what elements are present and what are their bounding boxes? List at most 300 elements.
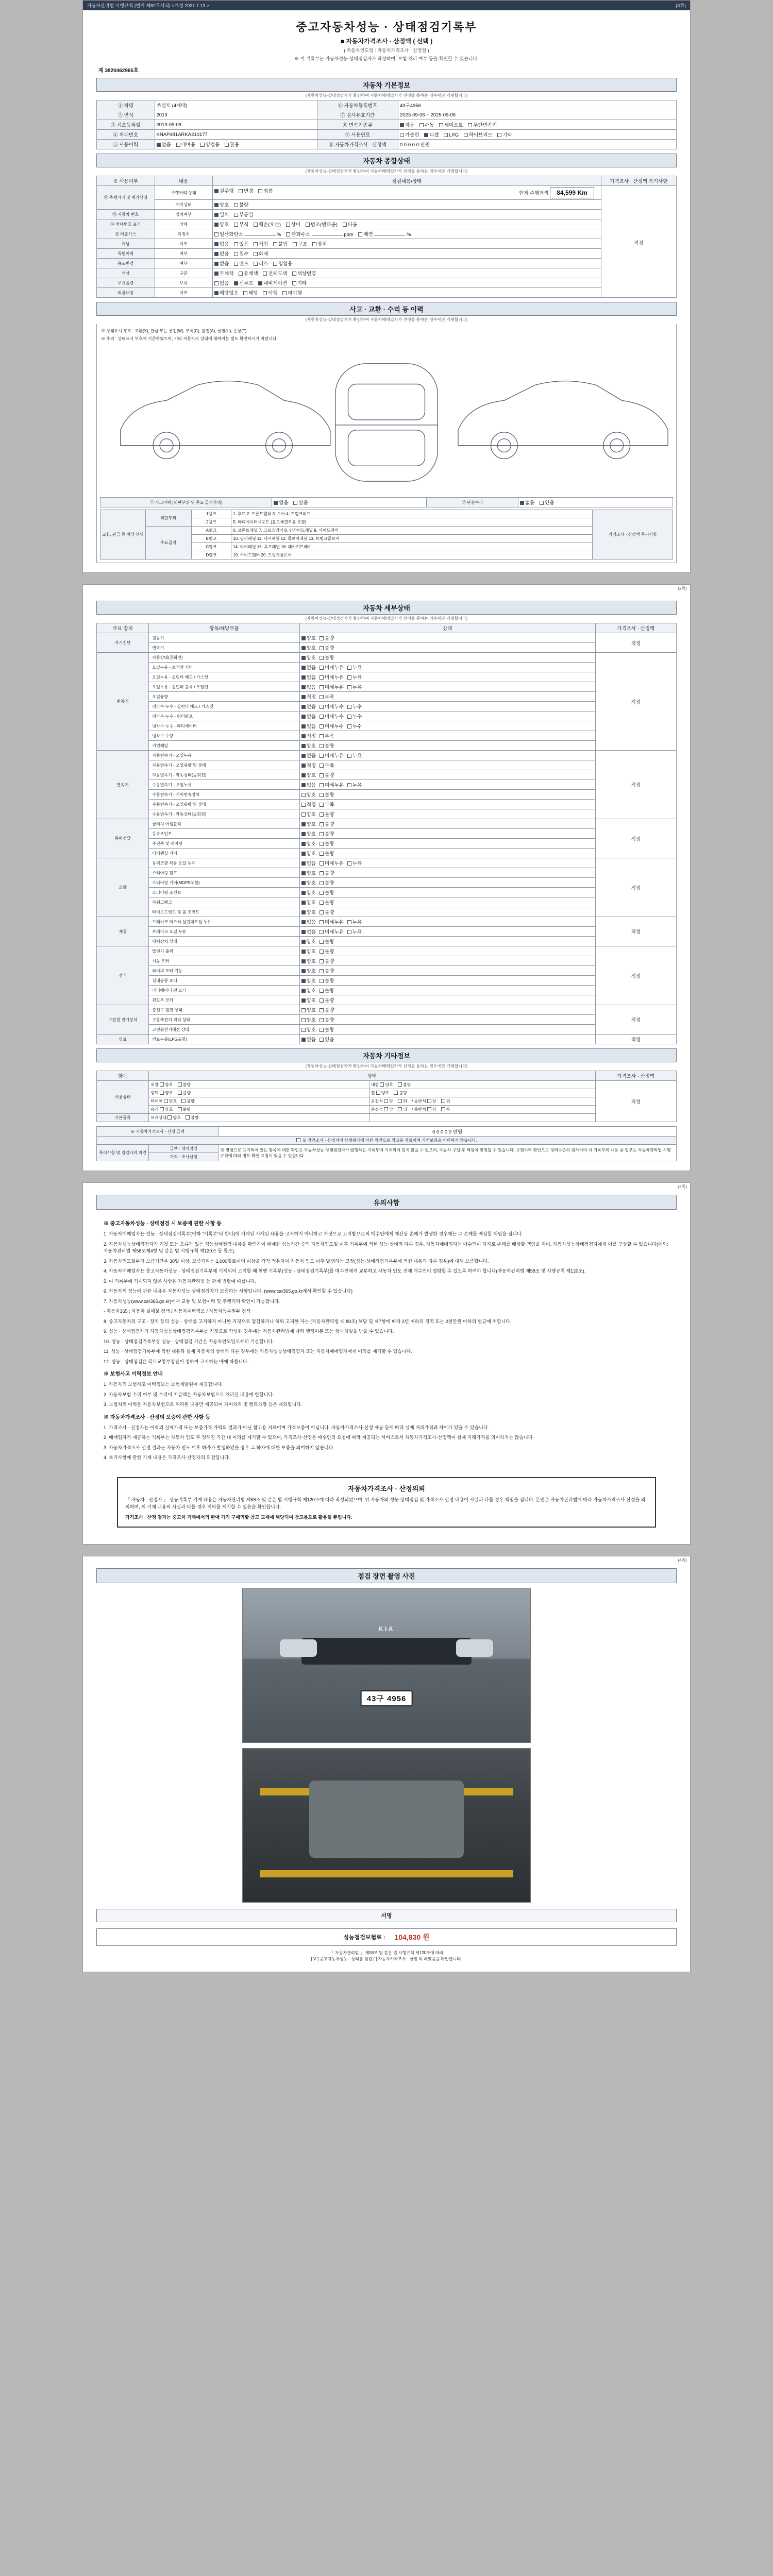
checkbox-양호[interactable]: 양호 bbox=[301, 654, 316, 661]
checkbox-없음[interactable]: 없음 bbox=[301, 752, 316, 759]
checkbox-accident-none[interactable]: 없음 bbox=[274, 499, 288, 506]
detail-item-label: 브레이크 마스터 실린더오일 누유 bbox=[149, 917, 300, 927]
checkbox-fuel-diesel[interactable]: 디젤 bbox=[424, 131, 439, 138]
row-basic-items: 보유상태 양호 불량 bbox=[149, 1114, 369, 1122]
checkbox-미세누유[interactable]: 미세누유 bbox=[320, 918, 344, 925]
checkbox-양호[interactable]: 양호 bbox=[301, 908, 316, 916]
checkbox-없음[interactable]: 없음 bbox=[301, 928, 316, 935]
checkbox-wheel-good[interactable]: 양호 bbox=[376, 1090, 389, 1096]
detail-row bbox=[97, 858, 677, 868]
checkbox-color-achromatic[interactable]: 무채색 bbox=[214, 269, 234, 277]
checkbox-불량[interactable]: 불량 bbox=[320, 820, 334, 827]
checkbox-color-full-repaint[interactable]: 전체도색 bbox=[263, 269, 287, 277]
value-use-change bbox=[213, 259, 601, 268]
checkbox-불량[interactable]: 불량 bbox=[320, 634, 334, 641]
detail-item-options bbox=[299, 643, 595, 653]
detail-item-label: 구동축전지 격리 상태 bbox=[149, 1015, 300, 1025]
checkbox-양호[interactable]: 양호 bbox=[301, 840, 316, 847]
checkbox-tuning-none[interactable]: 없음 bbox=[214, 240, 229, 247]
detail-row bbox=[97, 819, 677, 829]
checkbox-누유[interactable]: 누유 bbox=[347, 859, 362, 867]
checkbox-부족[interactable]: 부족 bbox=[320, 761, 334, 769]
checkbox-vin-good[interactable]: 양호 bbox=[214, 221, 229, 228]
checkbox-interior-good[interactable]: 양호 bbox=[380, 1082, 393, 1088]
checkbox-glass-f[interactable]: 앞 bbox=[384, 1107, 393, 1112]
detail-row bbox=[97, 702, 677, 711]
checkbox-use-none[interactable]: 없음 bbox=[157, 141, 171, 148]
checkbox-미세누유[interactable]: 미세누유 bbox=[320, 683, 344, 690]
rank-c-items: 14. 리어패널 15. 루프패널 16. 패키지트레이 bbox=[231, 543, 593, 551]
page-4 bbox=[82, 1556, 691, 1972]
checkbox-불량[interactable]: 불량 bbox=[320, 840, 334, 847]
section-other-title: 자동차 기타정보 bbox=[96, 1048, 677, 1062]
checkbox-glass-l[interactable]: 좌 bbox=[427, 1107, 436, 1112]
label-mileage-group: ⑫ 주행거리 및 계기상태 bbox=[97, 186, 155, 210]
checkbox-누유[interactable]: 누유 bbox=[347, 683, 362, 690]
declaration-text: 「 자동차 · 산정자 」 성능기록부 기재 내용은 자동차관리법 제58조 및 같은 법 시행규칙 제120조에 따라 작성되었으며, 위 자동차의 성능·상태점검 및 가격조사·산정 내용이 사실과 다를 경우 책임을 집니다. 본인은 자동차관리법에 따라 자동차가격조사·산정을 의뢰하며, 위 기재 내용의 사실과 다를 경우 이의를 제기할 수 있음을 확인합니다. bbox=[125, 1497, 646, 1510]
checkbox-price-disclaimer[interactable] bbox=[296, 1138, 300, 1142]
label-recall: 리콜대상 bbox=[97, 288, 155, 298]
checkbox-exterior-good[interactable]: 양호 bbox=[160, 1082, 173, 1088]
checkbox-trans-cvt[interactable]: 무단변속기 bbox=[468, 121, 497, 128]
checkbox-trans-semi[interactable]: 세미오토 bbox=[439, 121, 463, 128]
photo-underbody-view bbox=[242, 1748, 531, 1903]
detail-item-options bbox=[299, 907, 595, 917]
checkbox-없음[interactable]: 없음 bbox=[301, 664, 316, 671]
inspection-fee-value: 104,830 원 bbox=[394, 1933, 430, 1941]
checkbox-불량[interactable]: 불량 bbox=[320, 771, 334, 778]
checkbox-option-none[interactable]: 없음 bbox=[214, 279, 229, 286]
checkbox-불량[interactable]: 불량 bbox=[320, 987, 334, 994]
detail-item-options bbox=[299, 721, 595, 731]
detail-item-options bbox=[299, 888, 595, 897]
checkbox-양호[interactable]: 양호 bbox=[301, 996, 316, 1004]
checkbox-fuel-gasoline[interactable]: 가솔린 bbox=[400, 131, 419, 138]
checkbox-basic-bad[interactable]: 불량 bbox=[186, 1115, 198, 1121]
label-meter-state: 계기상태 bbox=[155, 200, 213, 210]
detail-item-label: 오일누유 - 실린더 블록 / 오일팬 bbox=[149, 682, 300, 692]
checkbox-양호[interactable]: 양호 bbox=[301, 830, 316, 837]
checkbox-simplerepair-yes[interactable]: 있음 bbox=[540, 499, 554, 506]
value-plate-match bbox=[213, 210, 601, 219]
checkbox-불량[interactable]: 불량 bbox=[320, 977, 334, 984]
detail-row bbox=[97, 751, 677, 760]
detail-row bbox=[97, 829, 677, 839]
checkbox-없음[interactable]: 없음 bbox=[301, 859, 316, 867]
checkbox-불량[interactable]: 불량 bbox=[320, 938, 334, 945]
checkbox-미세누유[interactable]: 미세누유 bbox=[320, 752, 344, 759]
checkbox-tire-rl[interactable]: 뒤 bbox=[398, 1098, 407, 1104]
checkbox-option-navigation[interactable]: 내비게이션 bbox=[258, 279, 287, 286]
checkbox-없음[interactable]: 없음 bbox=[301, 713, 316, 720]
checkbox-불량[interactable]: 불량 bbox=[320, 742, 334, 749]
value-accident-history bbox=[272, 498, 427, 507]
checkbox-color-changed[interactable]: 색상변경 bbox=[292, 269, 316, 277]
checkbox-불량[interactable]: 불량 bbox=[320, 879, 334, 886]
checkbox-누수[interactable]: 누수 bbox=[347, 713, 362, 720]
checkbox-plate-mismatch[interactable]: 부동일 bbox=[234, 211, 254, 218]
value-inspection-period: 2023-09-06 ~ 2025-09-06 bbox=[398, 110, 677, 120]
checkbox-양호[interactable]: 양호 bbox=[301, 634, 316, 641]
checkbox-미세누유[interactable]: 미세누유 bbox=[320, 664, 344, 671]
checkbox-usechange-none[interactable]: 없음 bbox=[214, 260, 229, 267]
detail-row bbox=[97, 672, 677, 682]
checkbox-mileage-stopped[interactable]: 멈춤 bbox=[258, 187, 273, 194]
checkbox-미세누수[interactable]: 미세누수 bbox=[320, 722, 344, 730]
value-emission bbox=[213, 229, 601, 239]
checkbox-양호[interactable]: 양호 bbox=[301, 810, 316, 818]
label-use-change-sub: 여부 bbox=[155, 259, 213, 268]
checkbox-option-sunroof[interactable]: 선루프 bbox=[234, 279, 254, 286]
value-meter-state bbox=[213, 200, 601, 210]
checkbox-누유[interactable]: 누유 bbox=[347, 781, 362, 788]
detail-item-label: 스티어링 기어(MDPS포함) bbox=[149, 878, 300, 888]
detail-row bbox=[97, 917, 677, 927]
checkbox-불량[interactable]: 불량 bbox=[320, 889, 334, 896]
checkbox-양호[interactable]: 양호 bbox=[301, 1016, 316, 1023]
checkbox-emission-smoke[interactable]: 매연 % bbox=[358, 230, 411, 238]
detail-group-label: 원동기 bbox=[97, 653, 149, 751]
checkbox-option-etc[interactable]: 기타 bbox=[292, 279, 307, 286]
checkbox-glass-r[interactable]: 뒤 bbox=[398, 1107, 407, 1112]
checkbox-적정[interactable]: 적정 bbox=[301, 801, 316, 808]
checkbox-불량[interactable]: 불량 bbox=[320, 1006, 334, 1013]
checkbox-polish-good[interactable]: 양호 bbox=[160, 1090, 173, 1096]
label-inspection-period: ⑦ 검사유효기간 bbox=[317, 110, 398, 120]
detail-item-label: 스티어링 조인트 bbox=[149, 888, 300, 897]
checkbox-누유[interactable]: 누유 bbox=[347, 918, 362, 925]
checkbox-tuning-illegal[interactable]: 불법 bbox=[273, 240, 288, 247]
notice-item: 1. 자동차매매업자는 성능 · 상태점검기록부(이하 "기록부"라 한다)에 기재된 기재된 내용을 고지하지 아니하고 거짓으로 고지함으로써 매수인에게 재산상 손해가 발생한 경우에는 그 손해를 배상할 책임을 집니다. bbox=[104, 1231, 523, 1236]
checkbox-special-none[interactable]: 없음 bbox=[214, 250, 229, 257]
checkbox-부족[interactable]: 부족 bbox=[320, 693, 334, 700]
checkbox-불량[interactable]: 불량 bbox=[320, 791, 334, 798]
checkbox-tire-good[interactable]: 양호 bbox=[164, 1098, 177, 1104]
checkbox-tuning-structure[interactable]: 구조 bbox=[293, 240, 307, 247]
label-vin: ④ 차대번호 bbox=[97, 130, 155, 140]
checkbox-양호[interactable]: 양호 bbox=[301, 957, 316, 964]
checkbox-적정[interactable]: 적정 bbox=[301, 732, 316, 739]
detail-item-options bbox=[299, 849, 595, 858]
row-polish: 광택 양호 불량 bbox=[149, 1089, 369, 1097]
checkbox-usechange-lease[interactable]: 리스 bbox=[254, 260, 268, 267]
checkbox-tire-fr[interactable]: 앞 bbox=[427, 1098, 436, 1104]
checkbox-양호[interactable]: 양호 bbox=[301, 869, 316, 876]
accident-history-table bbox=[100, 497, 673, 507]
checkbox-recall-done[interactable]: 이행 bbox=[263, 289, 277, 296]
checkbox-mileage-changed[interactable]: 변경 bbox=[239, 187, 253, 194]
label-outer-panel: 외판부위 bbox=[145, 510, 191, 527]
checkbox-양호[interactable]: 양호 bbox=[301, 889, 316, 896]
checkbox-recall-notdone[interactable]: 미이행 bbox=[282, 289, 302, 296]
value-recall bbox=[213, 288, 601, 298]
document-number: 제 3820462965호 bbox=[98, 68, 139, 74]
detail-item-label: 연료누출(LPG포함) bbox=[149, 1035, 300, 1044]
value-vin: KNAP481ARKA210177 bbox=[155, 130, 317, 140]
label-mileage-state: 주행거리 상태 bbox=[155, 186, 213, 200]
checkbox-plate-match[interactable]: 일치 bbox=[214, 211, 229, 218]
detail-row bbox=[97, 809, 677, 819]
checkbox-없음[interactable]: 없음 bbox=[301, 703, 316, 710]
label-vin-mark: ⑭ 차대번호 표기 bbox=[97, 219, 155, 229]
notice-item: 11. 성능 · 상태점검기록부에 적힌 내용과 실제 자동차의 상태가 다른 경우에는 자동차성능상태점검자 또는 자동차매매업자에게 이의를 제기할 수 있습니다. bbox=[104, 1349, 412, 1354]
checkbox-양호[interactable]: 양호 bbox=[301, 938, 316, 945]
other-head-0: 항목 bbox=[97, 1071, 149, 1081]
checkbox-interior-bad[interactable]: 불량 bbox=[398, 1082, 411, 1088]
checkbox-emission-hc[interactable]: 탄화수소 ppm bbox=[286, 230, 353, 238]
checkbox-usechange-biz[interactable]: 영업용 bbox=[273, 260, 293, 267]
notice-item: 5. 이 기록부에 기재되지 않은 사항은 자동차관리법 등 관계 법령에 따릅니다. bbox=[104, 1278, 256, 1284]
checkbox-vin-different[interactable]: 상이 bbox=[286, 221, 300, 228]
checkbox-양호[interactable]: 양호 bbox=[301, 820, 316, 827]
checkbox-양호[interactable]: 양호 bbox=[301, 850, 316, 857]
checkbox-불량[interactable]: 불량 bbox=[320, 967, 334, 974]
checkbox-양호[interactable]: 양호 bbox=[301, 742, 316, 749]
checkbox-있음[interactable]: 있음 bbox=[320, 1036, 334, 1043]
checkbox-fuel-lpg[interactable]: LPG bbox=[444, 132, 459, 138]
other-head-1: 상태 bbox=[149, 1071, 595, 1081]
checkbox-vin-corrosion[interactable]: 부식 bbox=[234, 221, 248, 228]
detail-item-options bbox=[299, 946, 595, 956]
detail-item-options bbox=[299, 858, 595, 868]
checkbox-fuel-etc[interactable]: 기타 bbox=[497, 131, 512, 138]
checkbox-불량[interactable]: 불량 bbox=[320, 850, 334, 857]
overall-head-1: 내용 bbox=[155, 176, 213, 186]
checkbox-tuning-yes[interactable]: 있음 bbox=[234, 240, 248, 247]
value-carname: 쏘렌토 (4세대) bbox=[155, 100, 317, 110]
checkbox-없음[interactable]: 없음 bbox=[301, 781, 316, 788]
checkbox-glass-bad[interactable]: 불량 bbox=[178, 1107, 191, 1112]
checkbox-glass-good[interactable]: 양호 bbox=[160, 1107, 173, 1112]
checkbox-vin-punched[interactable]: 타공 bbox=[343, 221, 357, 228]
detail-item-options bbox=[299, 751, 595, 760]
detail-row bbox=[97, 927, 677, 937]
checkbox-usechange-rent[interactable]: 렌트 bbox=[234, 260, 248, 267]
section-other-note: (자동차성능·상태점검자가 확인하여 자동차매매업자가 선정을 통하는 경우에만 기재합니다) bbox=[305, 1064, 468, 1069]
section-overall-title: 자동차 종합상태 bbox=[96, 154, 677, 167]
checkbox-불량[interactable]: 불량 bbox=[320, 654, 334, 661]
checkbox-use-business[interactable]: 영업용 bbox=[200, 141, 220, 148]
rank-d-label: D랭크 bbox=[191, 551, 231, 560]
detail-row bbox=[97, 663, 677, 672]
notice-list-3 bbox=[104, 1425, 669, 1462]
notice-head-1: ※ 중고자동차성능 · 상태점검 시 보증에 관한 사항 등 bbox=[104, 1221, 222, 1227]
checkbox-color-chromatic[interactable]: 유채색 bbox=[239, 269, 258, 277]
detail-row bbox=[97, 956, 677, 966]
checkbox-불량[interactable]: 불량 bbox=[320, 644, 334, 651]
label-special-history: 특별이력 bbox=[97, 249, 155, 259]
doc-subtitle: ■ 자동차가격조사 · 산정액 ( 선택 ) bbox=[340, 38, 433, 45]
checkbox-양호[interactable]: 양호 bbox=[301, 967, 316, 974]
label-use-change: 용도변경 bbox=[97, 259, 155, 268]
checkbox-없음[interactable]: 없음 bbox=[301, 918, 316, 925]
signature-label: 서명 bbox=[96, 1909, 677, 1922]
checkbox-tuning-device[interactable]: 장치 bbox=[312, 240, 327, 247]
rank-b-items: 10. 필러패널 11. 대시패널 12. 플로어패널 13. 트렁크플로어 bbox=[231, 535, 593, 543]
value-fuel bbox=[398, 130, 677, 140]
detail-row bbox=[97, 946, 677, 956]
checkbox-불량[interactable]: 불량 bbox=[320, 899, 334, 906]
label-transmission: ⑧ 변속기종류 bbox=[317, 120, 398, 130]
checkbox-recall-na[interactable]: 해당없음 bbox=[214, 289, 239, 296]
rank-a-items: 6. 프론트패널 7. 크로스멤버 8. 인사이드패널 9. 사이드멤버 bbox=[231, 527, 593, 535]
checkbox-vin-damage[interactable]: 훼손(오손) bbox=[254, 221, 281, 228]
checkbox-simplerepair-none[interactable]: 없음 bbox=[520, 499, 534, 506]
checkbox-fuel-hybrid[interactable]: 하이브리드 bbox=[464, 131, 493, 138]
checkbox-special-fire[interactable]: 화재 bbox=[254, 250, 268, 257]
checkbox-trans-auto[interactable]: 자동 bbox=[400, 121, 414, 128]
detail-group-label: 전기 bbox=[97, 946, 149, 1005]
detail-group-note: 적정 bbox=[595, 917, 677, 946]
checkbox-불량[interactable]: 불량 bbox=[320, 1026, 334, 1033]
detail-item-options bbox=[299, 976, 595, 986]
page-2-number: (2쪽) bbox=[678, 586, 687, 591]
detail-item-label: 충전구 절연 상태 bbox=[149, 1005, 300, 1015]
checkbox-없음[interactable]: 없음 bbox=[301, 722, 316, 730]
notice-body bbox=[96, 1210, 677, 1470]
checkbox-vin-altered[interactable]: 변조(변타공) bbox=[306, 221, 338, 228]
detail-item-label: 브레이크 오일 누유 bbox=[149, 927, 300, 937]
label-regno: ⑥ 자동차등록번호 bbox=[317, 100, 398, 110]
checkbox-use-rental[interactable]: 대여용 bbox=[176, 141, 196, 148]
checkbox-적정[interactable]: 적정 bbox=[301, 761, 316, 769]
checkbox-emission-co[interactable]: 일산화탄소 % bbox=[214, 230, 281, 238]
checkbox-tire-rr[interactable]: 뒤 bbox=[441, 1098, 450, 1104]
detail-item-options bbox=[299, 868, 595, 878]
notice-item: 1. 가격조사 · 산정자는 이력의 실제가격 또는 보증가격 가액의 결과가 아닌 참고용 자료이며 가격보증이 아닙니다. 자동차가격조사·산정 제공 등에 따라 실제 거래가격과 차이가 있을 수 있습니다. bbox=[104, 1425, 489, 1430]
row-glass: 유리 양호 불량 bbox=[149, 1106, 369, 1114]
notice-item: 6. 자동차의 성능에 관한 내용은 자동차성능·상태점검자가 보증하는 사항입니다. (www.car365.go.kr에서 확인할 수 있습니다) bbox=[104, 1289, 353, 1294]
checkbox-양호[interactable]: 양호 bbox=[301, 987, 316, 994]
checkbox-없음[interactable]: 없음 bbox=[301, 673, 316, 681]
notice-item: 2. 자동차보험 수리 여부 및 수리비 지급액은 자동차보험으로 처리된 내용에 한합니다. bbox=[104, 1392, 274, 1397]
detail-item-options bbox=[299, 682, 595, 692]
price-survey-checkbox-note: ※ 가격조사 · 산정자의 상태평가에 따른 의견으로 참고용 자료이며 가격보증을 의미하지 않습니다. bbox=[97, 1137, 677, 1145]
detail-row bbox=[97, 1015, 677, 1025]
checkbox-양호[interactable]: 양호 bbox=[301, 879, 316, 886]
overall-note-col: 적정 bbox=[601, 186, 676, 298]
checkbox-부족[interactable]: 부족 bbox=[320, 732, 334, 739]
checkbox-미세누수[interactable]: 미세누수 bbox=[320, 713, 344, 720]
rank-b-label: B랭크 bbox=[191, 535, 231, 543]
checkbox-basic-good[interactable]: 양호 bbox=[167, 1115, 180, 1121]
checkbox-glass-rt[interactable]: 우 bbox=[441, 1107, 450, 1112]
label-remarks-sub2: 가격 · 조사산정 bbox=[149, 1153, 219, 1161]
checkbox-trans-manual[interactable]: 수동 bbox=[419, 121, 434, 128]
label-frame-panel: 주요골격 bbox=[145, 527, 191, 560]
checkbox-tire-fl[interactable]: 앞 bbox=[384, 1098, 393, 1104]
checkbox-불량[interactable]: 불량 bbox=[320, 957, 334, 964]
checkbox-meter-bad[interactable]: 불량 bbox=[234, 201, 248, 208]
detail-item-options bbox=[299, 956, 595, 966]
checkbox-양호[interactable]: 양호 bbox=[301, 1026, 316, 1033]
checkbox-양호[interactable]: 양호 bbox=[301, 791, 316, 798]
value-simple-repair bbox=[518, 498, 673, 507]
notice-title: 유의사항 bbox=[96, 1195, 677, 1210]
detail-group-label: 조향 bbox=[97, 858, 149, 917]
checkbox-누유[interactable]: 누유 bbox=[347, 673, 362, 681]
checkbox-누유[interactable]: 누유 bbox=[347, 928, 362, 935]
checkbox-부족[interactable]: 부족 bbox=[320, 801, 334, 808]
detail-row bbox=[97, 711, 677, 721]
label-emission: ⑮ 배출가스 bbox=[97, 229, 155, 239]
checkbox-use-gov[interactable]: 관용 bbox=[225, 141, 239, 148]
detail-item-options bbox=[299, 663, 595, 672]
checkbox-accident-yes[interactable]: 있음 bbox=[293, 499, 308, 506]
checkbox-양호[interactable]: 양호 bbox=[301, 1006, 316, 1013]
diagram-legend-1: ※ 상태표시 부호 : 교환(X), 판금 또는 용접(W), 부식(C), 흠집(A), 굴절(U), 손상(T) bbox=[101, 329, 247, 333]
doc-title-block bbox=[96, 15, 677, 63]
detail-group-note: 적정 bbox=[595, 819, 677, 858]
detail-row bbox=[97, 682, 677, 692]
detail-row bbox=[97, 937, 677, 946]
checkbox-미세누수[interactable]: 미세누수 bbox=[320, 703, 344, 710]
checkbox-불량[interactable]: 불량 bbox=[320, 996, 334, 1004]
detail-group-label: 제동 bbox=[97, 917, 149, 946]
checkbox-누수[interactable]: 누수 bbox=[347, 703, 362, 710]
label-remarks-sub1: 금액 · 내역점검 bbox=[149, 1145, 219, 1153]
checkbox-special-flood[interactable]: 침수 bbox=[234, 250, 248, 257]
checkbox-누수[interactable]: 누수 bbox=[347, 722, 362, 730]
value-current-mileage: 84,599 Km bbox=[550, 187, 594, 198]
checkbox-양호[interactable]: 양호 bbox=[301, 899, 316, 906]
doc-subnote-2: ※ 이 기록부는 자동차성능·상태점검자가 작성하며, 보험 처리 여부 등을 확인할 수 있습니다. bbox=[294, 56, 479, 61]
detail-item-options bbox=[299, 809, 595, 819]
checkbox-wheel-bad[interactable]: 불량 bbox=[394, 1090, 407, 1096]
row-tire-positions: 운전석 앞 뒤 / 동반석 앞 뒤 bbox=[369, 1097, 595, 1106]
checkbox-tire-bad[interactable]: 불량 bbox=[181, 1098, 194, 1104]
notice-item: 9. 성능 · 상태점검자가 자동차성능상태점검기록부를 거짓으로 작성한 경우에는 자동차관리법에 따라 행정처분 또는 형사처벌을 받을 수 있습니다. bbox=[104, 1329, 394, 1334]
detail-item-label: 자동변속기 - 오일유량 및 상태 bbox=[149, 760, 300, 770]
checkbox-불량[interactable]: 불량 bbox=[320, 810, 334, 818]
detail-group-label: 연료 bbox=[97, 1035, 149, 1044]
checkbox-누유[interactable]: 누유 bbox=[347, 664, 362, 671]
label-basic-items: 기본품목 bbox=[97, 1114, 149, 1122]
checkbox-exterior-bad[interactable]: 불량 bbox=[178, 1082, 191, 1088]
checkbox-양호[interactable]: 양호 bbox=[301, 947, 316, 955]
checkbox-미세누유[interactable]: 미세누유 bbox=[320, 859, 344, 867]
price-survey-amount: 0 0 0 0 0 만원 bbox=[219, 1127, 677, 1137]
checkbox-불량[interactable]: 불량 bbox=[320, 1016, 334, 1023]
checkbox-tuning-legal[interactable]: 적법 bbox=[254, 240, 268, 247]
checkbox-미세누유[interactable]: 미세누유 bbox=[320, 781, 344, 788]
checkbox-없음[interactable]: 없음 bbox=[301, 1036, 316, 1043]
damage-diagram-panel bbox=[96, 324, 677, 563]
checkbox-양호[interactable]: 양호 bbox=[301, 977, 316, 984]
detail-item-options bbox=[299, 741, 595, 751]
checkbox-미세누유[interactable]: 미세누유 bbox=[320, 673, 344, 681]
checkbox-불량[interactable]: 불량 bbox=[320, 908, 334, 916]
checkbox-양호[interactable]: 양호 bbox=[301, 644, 316, 651]
checkbox-양호[interactable]: 양호 bbox=[301, 771, 316, 778]
checkbox-불량[interactable]: 불량 bbox=[320, 869, 334, 876]
checkbox-mileage-actual[interactable]: 실주행 bbox=[214, 187, 234, 194]
row-tire: 타이어 양호 불량 bbox=[149, 1097, 369, 1106]
detail-item-options bbox=[299, 800, 595, 809]
checkbox-누유[interactable]: 누유 bbox=[347, 752, 362, 759]
detail-row bbox=[97, 800, 677, 809]
checkbox-불량[interactable]: 불량 bbox=[320, 947, 334, 955]
checkbox-불량[interactable]: 불량 bbox=[320, 830, 334, 837]
checkbox-적정[interactable]: 적정 bbox=[301, 693, 316, 700]
checkbox-없음[interactable]: 없음 bbox=[301, 683, 316, 690]
checkbox-polish-bad[interactable]: 불량 bbox=[178, 1090, 191, 1096]
checkbox-미세누유[interactable]: 미세누유 bbox=[320, 928, 344, 935]
checkbox-meter-good[interactable]: 양호 bbox=[214, 201, 229, 208]
detail-item-label: 수동변속기 - 기어변속장치 bbox=[149, 790, 300, 800]
checkbox-recall-yes[interactable]: 해당 bbox=[243, 289, 258, 296]
label-carname: ① 차명 bbox=[97, 100, 155, 110]
